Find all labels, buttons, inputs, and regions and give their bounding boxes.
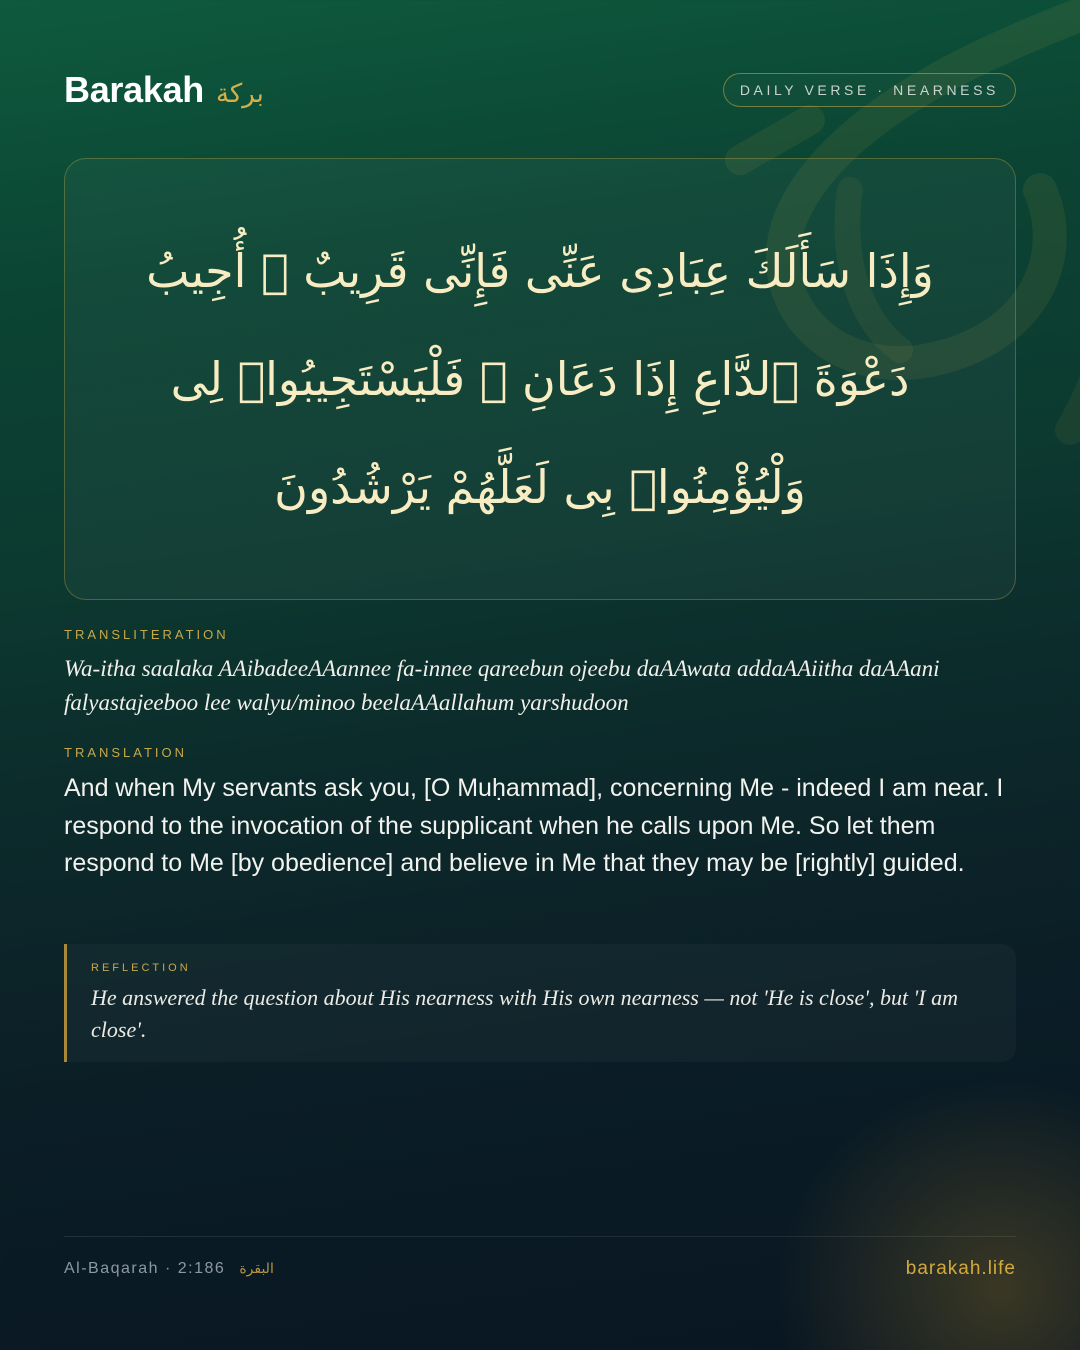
brand-name: Barakah [64, 69, 204, 110]
surah-arabic-name: البقرة [239, 1261, 274, 1277]
reflection-label: REFLECTION [91, 962, 191, 974]
header [64, 62, 1016, 118]
footer-divider [64, 1236, 1016, 1237]
reflection-block [64, 944, 1016, 1062]
footer [64, 1258, 1016, 1280]
surah-reference [64, 1260, 274, 1278]
brand-arabic: بركة [215, 79, 264, 109]
verse-card [64, 158, 1016, 600]
category-badge: DAILY VERSE · NEARNESS [723, 73, 1016, 107]
translation-text: And when My servants ask you, [O Muḥammad], concerning Me - indeed I am near. I respond to the invocation of the supplicant when he calls upon Me. So let them respond to Me [by obedience] and believe in Me that they may be [rightly] guided. [64, 774, 1004, 877]
brand-logo[interactable] [64, 69, 264, 111]
translation-label: TRANSLATION [64, 745, 188, 760]
transliteration-label: TRANSLITERATION [64, 627, 229, 642]
transliteration-text: Wa-itha saalaka AAibadeeAAannee fa-innee qareebun ojeebu daAAwata addaAAiitha daAAani falyastajeeboo lee walyu/minoo beelaAAallahum yarshudoon [64, 656, 940, 715]
arabic-verse-text: وَإِذَا سَأَلَكَ عِبَادِى عَنِّى فَإِنِّى قَرِيبٌ ۖ أُجِيبُ دَعْوَةَ ٱلدَّاعِ إِذَا دَعَانِ ۖ فَلْيَسْتَجِيبُوا۟ لِى وَلْيُؤْمِنُوا۟ بِى لَعَلَّهُمْ يَرْشُدُونَ [146, 244, 934, 514]
surah-ref-text: Al-Baqarah · 2:186 [64, 1260, 226, 1277]
reflection-text: He answered the question about His nearness with His own nearness — not 'He is close', but 'I am close'. [91, 985, 958, 1042]
site-link[interactable]: barakah.life [905, 1258, 1016, 1279]
